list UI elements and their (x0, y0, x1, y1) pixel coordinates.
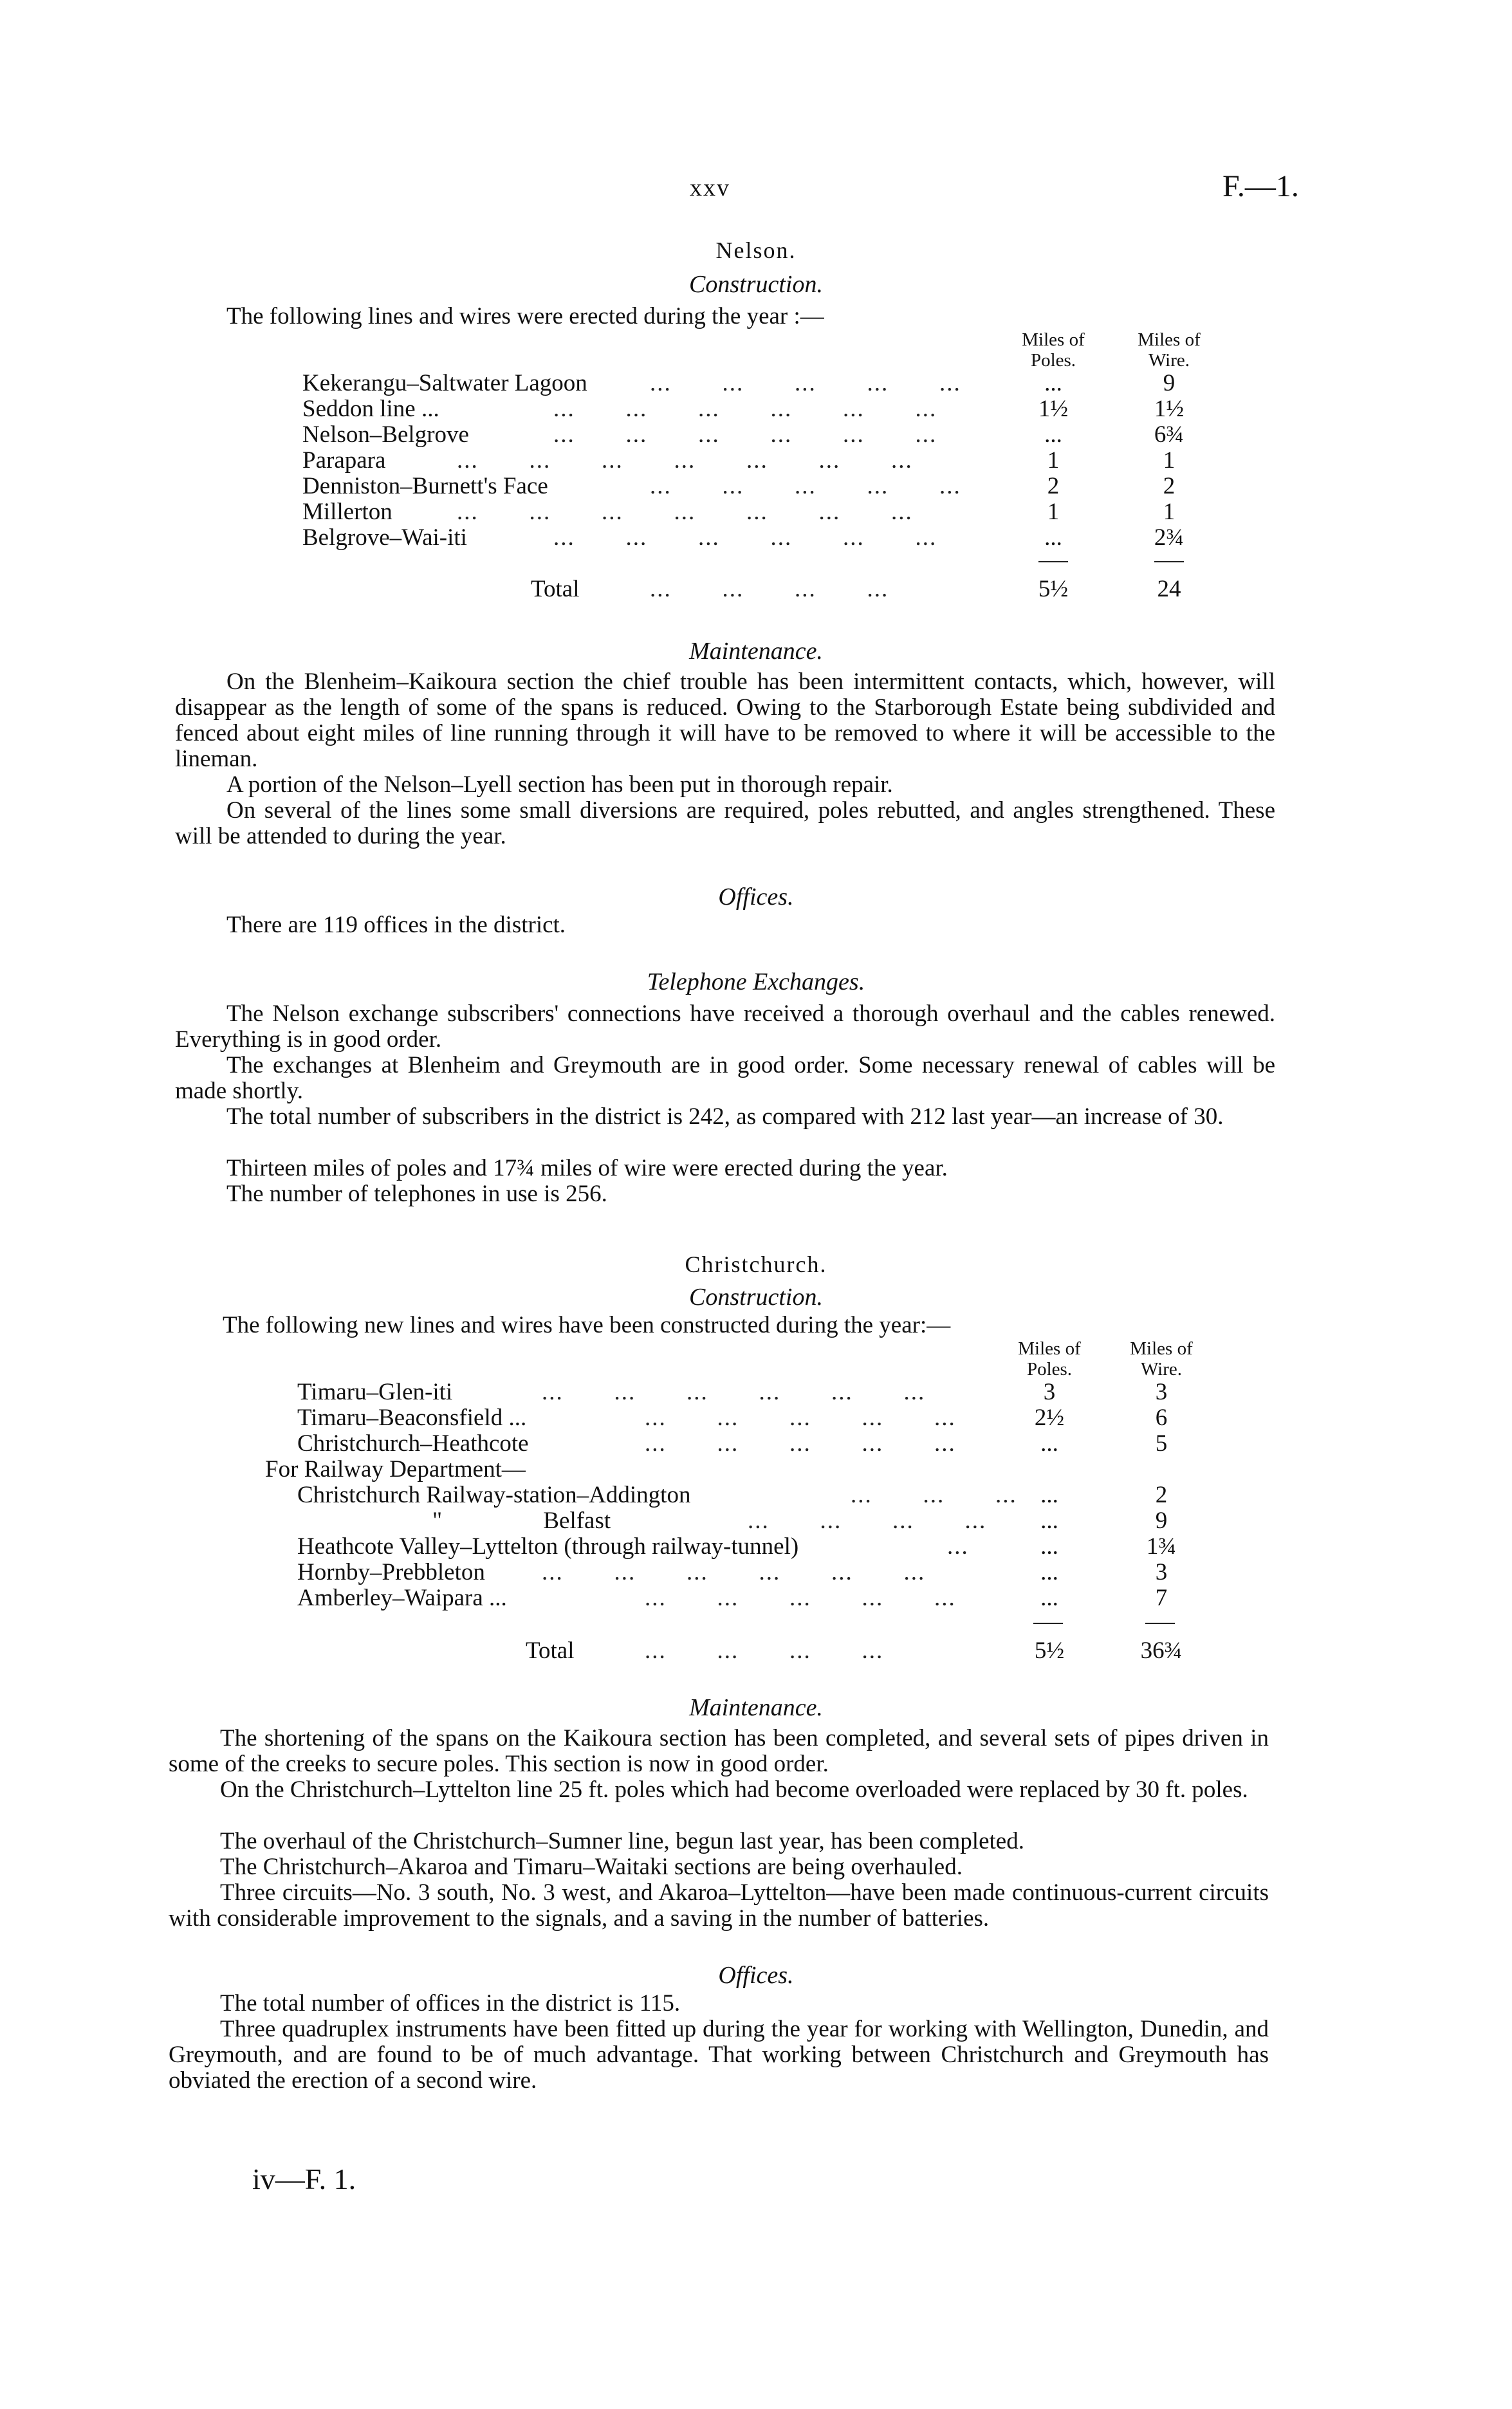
christchurch-maintenance-p2: On the Christchurch–Lyttelton line 25 ft. poles which had become overloaded were replaced by 30 ft. poles. (220, 1777, 1248, 1803)
nelson-maintenance-p2: A portion of the Nelson–Lyell section has been put in thorough repair. (226, 771, 893, 798)
nelson-maintenance-heading: Maintenance. (689, 638, 823, 665)
total-rule-poles (1033, 1623, 1063, 1624)
christchurch-construction-intro: The following new lines and wires have been constructed during the year:— (223, 1312, 951, 1338)
row-name: Kekerangu–Saltwater Lagoon (302, 370, 587, 396)
table-total-row: Total ... ... ... ... 5½ 24 (302, 577, 1242, 602)
christchurch-maintenance-p3: The overhaul of the Christchurch–Sumner line, begun last year, has been completed. (220, 1828, 1024, 1854)
row-poles: ... (1040, 1430, 1058, 1457)
row-name: Nelson–Belgrove (302, 421, 469, 448)
nelson-exchanges-p4: Thirteen miles of poles and 17¾ miles of wire were erected during the year. (226, 1155, 948, 1181)
row-name: Seddon line ... (302, 396, 439, 422)
row-poles: 2 (1047, 473, 1060, 499)
christchurch-district-heading: Christchurch. (685, 1251, 827, 1277)
total-label: Total (526, 1638, 575, 1664)
row-name: Heathcote Valley–Lyttelton (through railway-tunnel) (297, 1533, 799, 1560)
nelson-col-wire: Miles of Wire. (1138, 329, 1201, 371)
row-wire: 1¾ (1146, 1533, 1177, 1560)
table-row: Christchurch Railway-station–Addington ... ... ... ... 2 (297, 1482, 1237, 1508)
nelson-exchanges-p5: The number of telephones in use is 256. (226, 1181, 607, 1207)
row-name: Timaru–Glen-iti (297, 1379, 453, 1405)
table-row: Timaru–Beaconsfield ... ... ... ... ... ... 2½ 6 (297, 1405, 1237, 1431)
row-poles: ... (1044, 421, 1062, 448)
row-wire: 3 (1155, 1559, 1168, 1585)
table-row: Parapara ... ... ... ... ... ... ... 1 1 (302, 448, 1242, 474)
row-wire: 1 (1163, 447, 1175, 474)
nelson-exchanges-heading: Telephone Exchanges. (647, 968, 865, 995)
nelson-exchanges-p1: The Nelson exchange subscribers' connections have received a thorough overhaul and the cables renewed. Everything is in good order. (175, 1001, 1275, 1053)
christchurch-offices-p1: The total number of offices in the district is 115. (220, 1990, 681, 2017)
row-name: Amberley–Waipara ... (297, 1585, 507, 1611)
row-poles: 1 (1047, 499, 1060, 525)
table-row: Seddon line ... ... ... ... ... ... ... 1½ 1½ (302, 396, 1242, 422)
row-wire: 7 (1155, 1585, 1168, 1611)
christchurch-offices-heading: Offices. (718, 1962, 794, 1989)
row-name: Belgrove–Wai-iti (302, 524, 467, 551)
table-row: Nelson–Belgrove ... ... ... ... ... ... ... 6¾ (302, 422, 1242, 448)
row-name: Parapara (302, 447, 386, 474)
total-rule-wire (1154, 561, 1184, 562)
signature-mark: iv—F. 1. (252, 2163, 356, 2195)
table-row: Kekerangu–Saltwater Lagoon ... ... ... ... ... ... 9 (302, 371, 1242, 396)
row-name: Christchurch–Heathcote (297, 1430, 529, 1457)
nelson-exchanges-p3: The total number of subscribers in the district is 242, as compared with 212 last year—an increase of 30. (226, 1103, 1224, 1130)
nelson-offices-heading: Offices. (718, 883, 794, 910)
row-name: Millerton (302, 499, 392, 525)
christchurch-offices-p2: Three quadruplex instruments have been fitted up during the year for working with Wellington, Dunedin, and Greymouth, and are found to be of much advantage. That working between Christchurch and Greymouth has obviated the erection of a second wire. (169, 2016, 1269, 2094)
row-wire: 1½ (1154, 396, 1185, 422)
row-name: Christchurch Railway-station–Addington (297, 1482, 691, 1508)
row-wire: 9 (1163, 370, 1175, 396)
total-wire: 24 (1157, 576, 1181, 602)
nelson-col-poles: Miles of Poles. (1022, 329, 1085, 371)
row-name: " Belfast (432, 1508, 611, 1534)
nelson-construction-intro: The following lines and wires were erected during the year :— (226, 303, 824, 329)
row-wire: 1 (1163, 499, 1175, 525)
row-wire: 3 (1155, 1379, 1168, 1405)
christchurch-col-wire: Miles of Wire. (1130, 1338, 1193, 1380)
row-poles: ... (1040, 1559, 1058, 1585)
total-rule-poles (1038, 561, 1068, 562)
nelson-construction-heading: Construction. (689, 271, 823, 298)
row-wire: 6¾ (1154, 421, 1185, 448)
row-poles: 3 (1043, 1379, 1056, 1405)
row-poles: ... (1044, 370, 1062, 396)
nelson-district-heading: Nelson. (715, 237, 797, 263)
total-poles: 5½ (1034, 1638, 1065, 1664)
row-wire: 6 (1155, 1405, 1168, 1431)
row-name: Denniston–Burnett's Face (302, 473, 548, 499)
nelson-maintenance-p1: On the Blenheim–Kaikoura section the chief trouble has been intermittent contacts, which, however, will disappear as the length of some of the spans is reduced. Owing to the Starborough Estate being subdivided and fenced about eight miles of line running through it will have to be removed to where it will be accessible to the lineman. (175, 669, 1275, 772)
table-row: Millerton ... ... ... ... ... ... ... 1 1 (302, 499, 1242, 525)
table-total-row: Total ... ... ... ... 5½ 36¾ (297, 1638, 1237, 1664)
row-wire: 5 (1155, 1430, 1168, 1457)
table-row: Belgrove–Wai-iti ... ... ... ... ... ... ... 2¾ (302, 525, 1242, 551)
nelson-exchanges-p2: The exchanges at Blenheim and Greymouth are in good order. Some necessary renewal of cables will be made shortly. (175, 1052, 1275, 1104)
christchurch-col-poles: Miles of Poles. (1018, 1338, 1081, 1380)
table-row: Timaru–Glen-iti ... ... ... ... ... ... 3 3 (297, 1380, 1237, 1405)
nelson-maintenance-p3: On several of the lines some small diversions are required, poles rebutted, and angles strengthened. These will be attended to during the year. (175, 797, 1275, 849)
row-poles: ... (1044, 524, 1062, 551)
total-wire: 36¾ (1140, 1638, 1183, 1664)
christchurch-maintenance-heading: Maintenance. (689, 1694, 823, 1721)
total-rule-wire (1145, 1623, 1175, 1624)
total-poles: 5½ (1038, 576, 1069, 602)
page-number: xxv (690, 174, 730, 201)
row-poles: ... (1040, 1533, 1058, 1560)
table-row: Hornby–Prebbleton ... ... ... ... ... ... ... 3 (297, 1560, 1237, 1585)
row-name: Timaru–Beaconsfield ... (297, 1405, 527, 1431)
christchurch-maintenance-p4: The Christchurch–Akaroa and Timaru–Waitaki sections are being overhauled. (220, 1854, 963, 1880)
row-poles: 2½ (1034, 1405, 1065, 1431)
total-label: Total (531, 576, 580, 602)
row-poles: ... (1040, 1585, 1058, 1611)
christchurch-construction-heading: Construction. (689, 1284, 823, 1311)
row-wire: 2 (1155, 1482, 1168, 1508)
nelson-offices-p1: There are 119 offices in the district. (226, 912, 566, 938)
row-wire: 9 (1155, 1508, 1168, 1534)
table-row: " Belfast ... ... ... ... ... 9 (297, 1508, 1237, 1534)
row-wire: 2¾ (1154, 524, 1185, 551)
table-row: Christchurch–Heathcote ... ... ... ... ... ... 5 (297, 1431, 1237, 1457)
table-row: Denniston–Burnett's Face ... ... ... ... ... 2 2 (302, 474, 1242, 499)
christchurch-maintenance-p5: Three circuits—No. 3 south, No. 3 west, and Akaroa–Lyttelton—have been made continuous-current circuits with considerable improvement to the signals, and a saving in the number of batteries. (169, 1879, 1269, 1932)
christchurch-maintenance-p1: The shortening of the spans on the Kaikoura section has been completed, and several sets of pipes driven in some of the creeks to secure poles. This section is now in good order. (169, 1725, 1269, 1777)
page-reference: F.—1. (1222, 169, 1299, 203)
row-poles: 1½ (1038, 396, 1069, 422)
table-row: Heathcote Valley–Lyttelton (through railway-tunnel) ... ... 1¾ (297, 1534, 1237, 1560)
row-poles: 1 (1047, 447, 1060, 474)
railway-department-heading: For Railway Department— (265, 1456, 526, 1482)
row-wire: 2 (1163, 473, 1175, 499)
row-poles: ... (1040, 1482, 1058, 1508)
row-name: Hornby–Prebbleton (297, 1559, 485, 1585)
table-row: Amberley–Waipara ... ... ... ... ... ... ... 7 (297, 1585, 1237, 1611)
row-poles: ... (1040, 1508, 1058, 1534)
